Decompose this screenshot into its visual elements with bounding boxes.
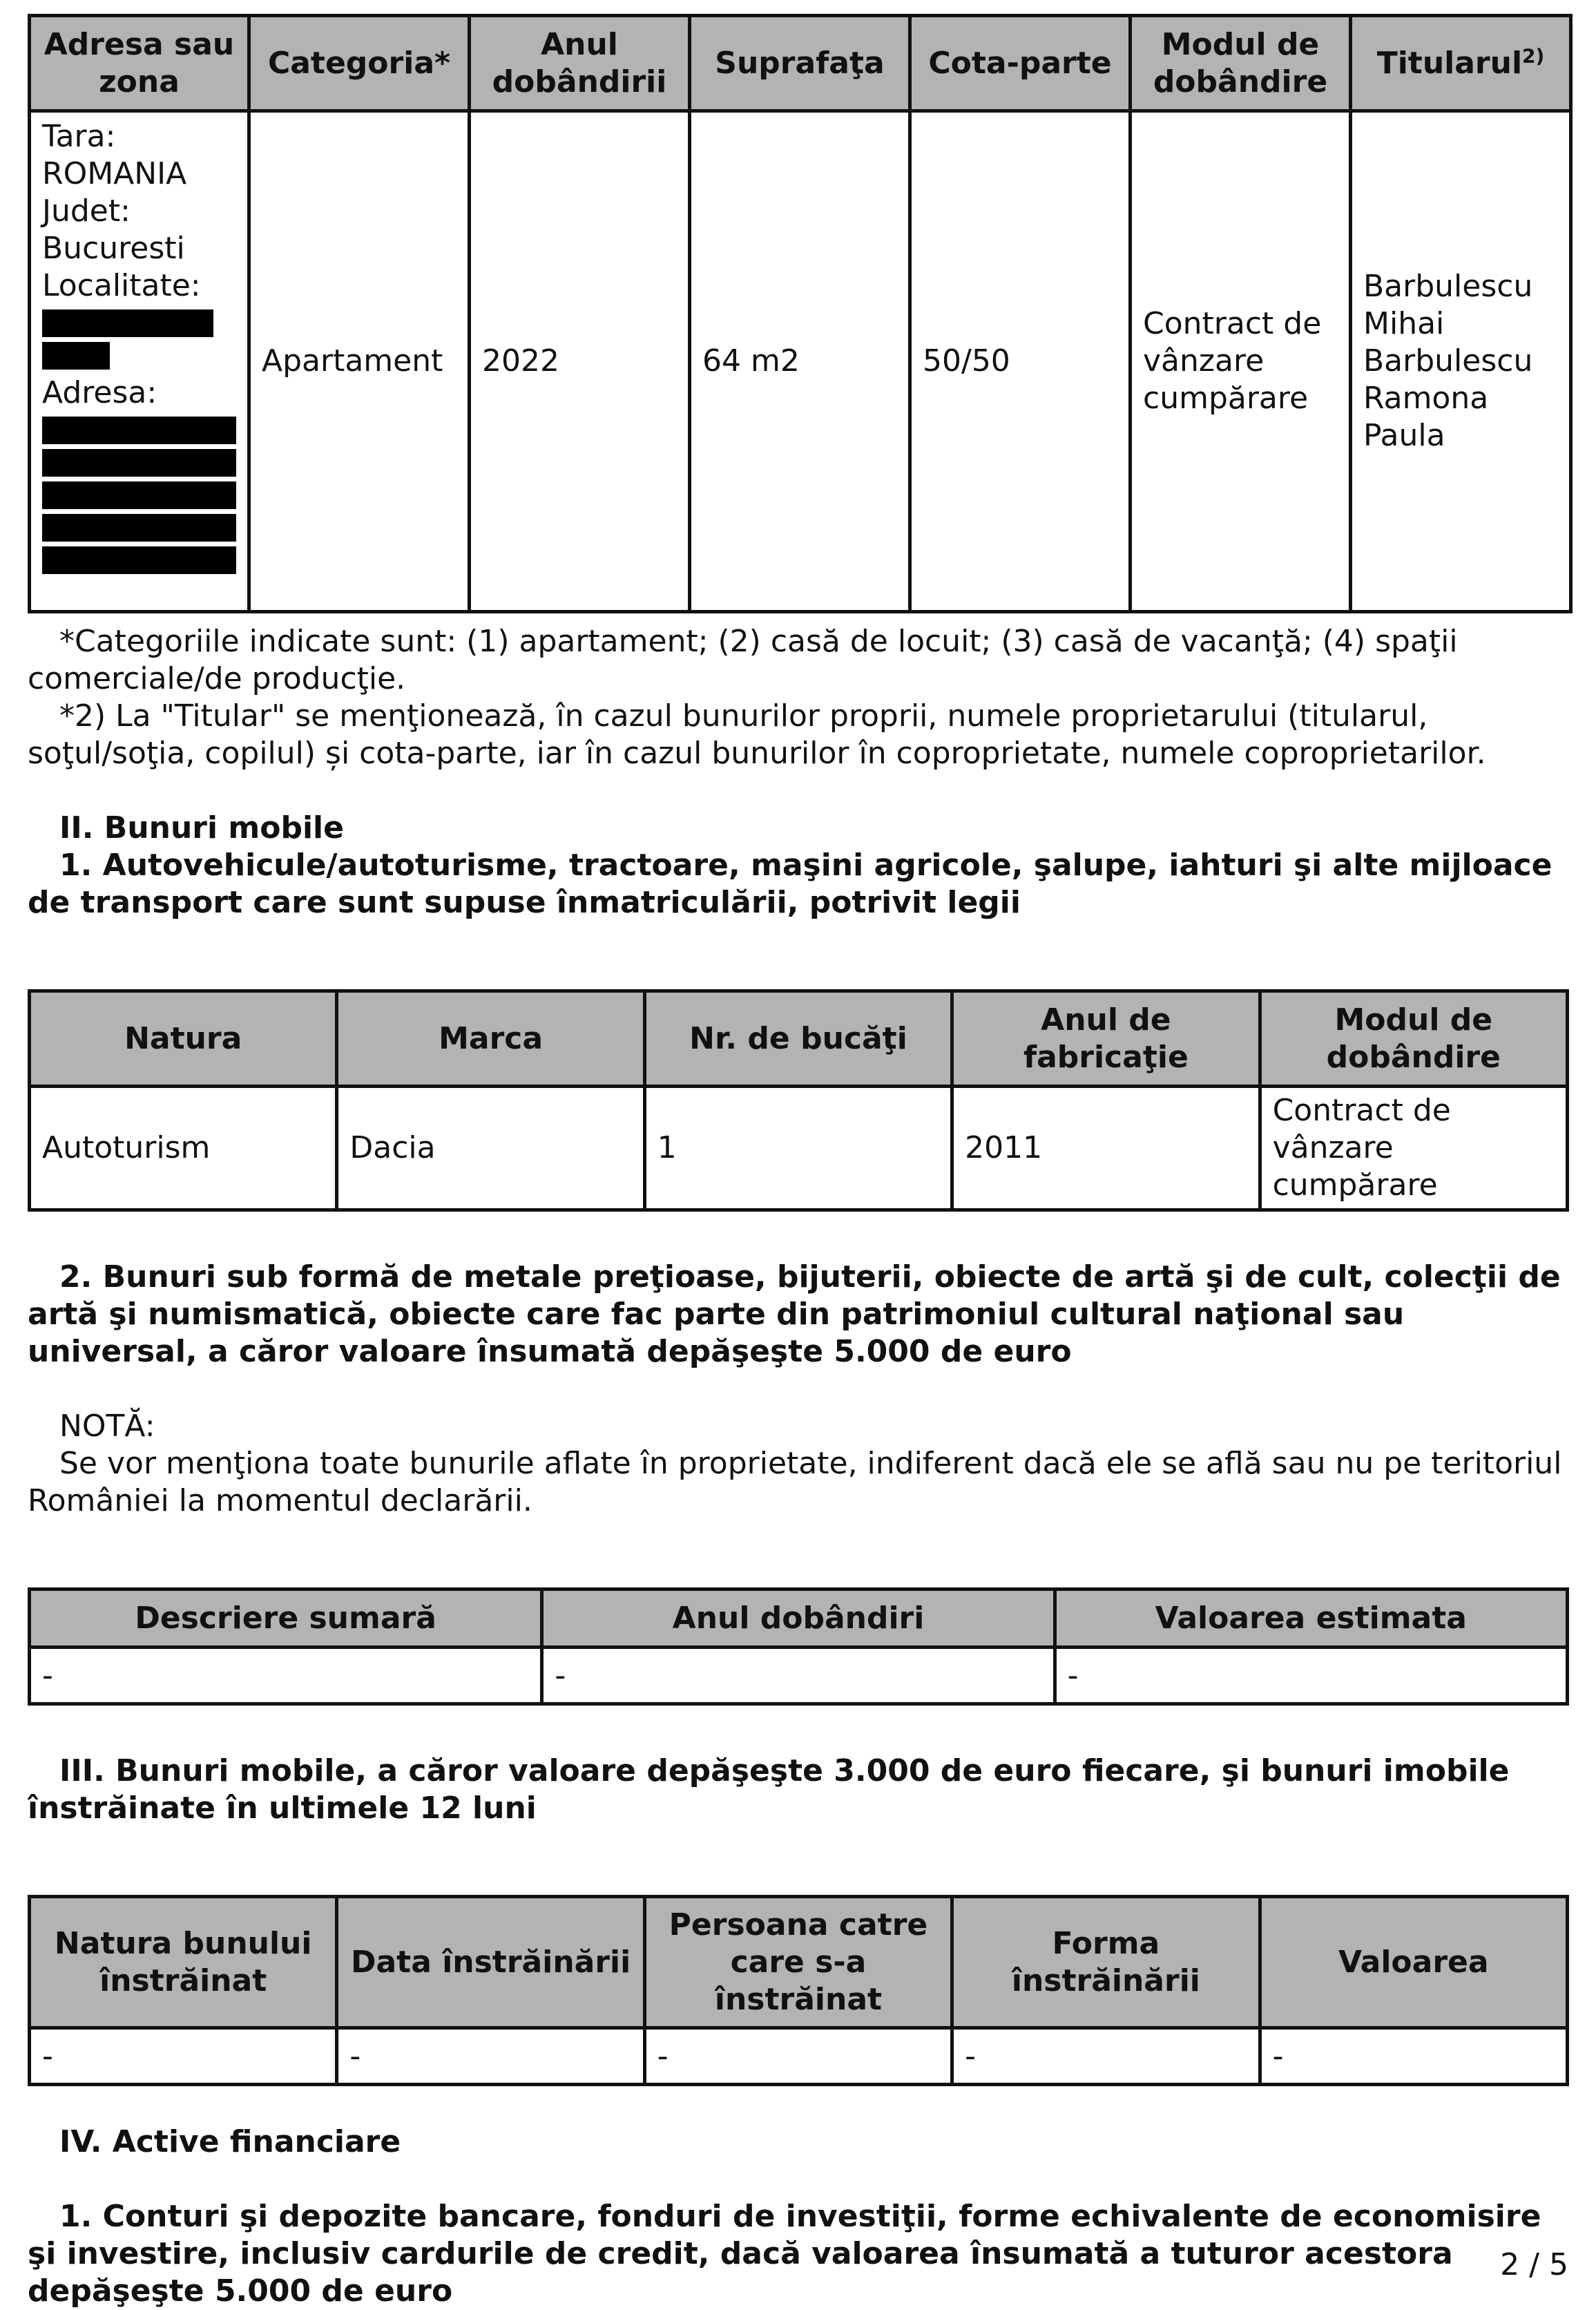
- modul-line: Contract de: [1143, 306, 1322, 341]
- modul-line: cumpărare: [1143, 381, 1309, 416]
- titular-line: Barbulescu: [1363, 269, 1533, 304]
- imobile-cell-cota: 50/50: [910, 111, 1131, 612]
- imobile-cell-suprafata: 64 m2: [690, 111, 910, 612]
- vehicule-header-marca: Marca: [337, 991, 644, 1087]
- footnote-categorii: *Categoriile indicate sunt: (1) apartament; (2) casă de locuit; (3) casă de vacanţă; (4) spaţii comerciale/de producţie.: [28, 624, 1458, 696]
- section-title-instrainate: III. Bunuri mobile, a căror valoare depăşeşte 3.000 de euro fiecare, şi bunuri imobile înstrăinate în ultimele 12 luni: [28, 1753, 1510, 1826]
- bunuri-header-anul: Anul dobândiri: [542, 1590, 1055, 1648]
- imobile-header-row: [30, 16, 1571, 111]
- section-title-bunuri-mobile: II. Bunuri mobile: [59, 810, 344, 846]
- imobile-header-titular: [1351, 16, 1571, 111]
- instrainate-header-forma: Forma înstrăinării: [952, 1897, 1260, 2028]
- instrainate-header-natura: Natura bunului înstrăinat: [30, 1897, 337, 2028]
- instrainate-row: [30, 2028, 1568, 2085]
- section-title-active-financiare: IV. Active financiare: [59, 2124, 401, 2159]
- imobile-header-adresa: Adresa sau zona: [30, 16, 249, 111]
- instrainate-cell-forma: -: [952, 2028, 1260, 2085]
- instrainate-table: [28, 1895, 1569, 2086]
- nota-text: Se vor menţiona toate bunurile aflate în proprietate, indiferent dacă ele se află sau nu pe teritoriul României la momentul declarării.: [28, 1446, 1562, 1518]
- titular-line: Paula: [1363, 418, 1445, 453]
- redaction-bar: [42, 546, 236, 574]
- redaction-bar: [42, 514, 236, 542]
- redaction-bar: [42, 449, 236, 477]
- address-line: Judet:: [42, 193, 131, 229]
- vehicule-cell-marca: Dacia: [337, 1087, 644, 1210]
- instrainate-cell-data: -: [337, 2028, 644, 2085]
- instrainate-cell-persoana: -: [644, 2028, 952, 2085]
- bunuri-cell-anul: -: [542, 1648, 1055, 1704]
- imobile-cell-modul: [1131, 111, 1351, 612]
- page-number: 2 / 5: [1500, 2247, 1568, 2282]
- document-page: [28, 14, 1569, 2310]
- redaction-bar: [42, 342, 110, 370]
- redaction-bar: [42, 417, 236, 444]
- address-line: Localitate:: [42, 268, 201, 303]
- vehicule-cell-modul: Contract de vânzare cumpărare: [1260, 1087, 1567, 1210]
- vehicule-header-row: [30, 991, 1568, 1087]
- adresa-label: Adresa:: [42, 375, 157, 410]
- instrainate-header-data: Data înstrăinării: [337, 1897, 644, 2028]
- bunuri-cell-valoarea: -: [1055, 1648, 1567, 1704]
- imobile-cell-titular: [1351, 111, 1571, 612]
- imobile-cell-adresa: [30, 111, 249, 612]
- imobile-row: [30, 111, 1571, 612]
- bunuri-header-row: [30, 1590, 1568, 1648]
- bunuri-header-descriere: Descriere sumară: [30, 1590, 542, 1648]
- vehicule-row: [30, 1087, 1568, 1210]
- imobile-header-anul: Anul dobândirii: [470, 16, 690, 111]
- titular-footnote-ref: 2): [1522, 44, 1545, 67]
- imobile-table: [28, 14, 1573, 613]
- imobile-header-suprafata: Suprafaţa: [690, 16, 910, 111]
- subsection-bunuri-pretioase: 2. Bunuri sub formă de metale preţioase, bijuterii, obiecte de artă şi de cult, colecţii de artă şi numismatică, obiecte care fac parte din patrimoniul cultural naţional sau universal, a căror valoare însumată depăşeşte 5.000 de euro: [28, 1259, 1561, 1369]
- titular-line: Mihai: [1363, 306, 1445, 341]
- bunuri-header-valoarea: Valoarea estimata: [1055, 1590, 1567, 1648]
- address-line: ROMANIA: [42, 156, 187, 191]
- vehicule-header-natura: Natura: [30, 991, 337, 1087]
- bunuri-pretioase-table: [28, 1587, 1569, 1706]
- bunuri-row: [30, 1648, 1568, 1704]
- vehicule-cell-nr: 1: [644, 1087, 952, 1210]
- subsection-autovehicule: 1. Autovehicule/autoturisme, tractoare, maşini agricole, şalupe, iahturi şi alte mijloace de transport care sunt supuse înmatriculării, potrivit legii: [28, 848, 1552, 920]
- address-line: Bucuresti: [42, 231, 185, 266]
- titular-label: Titularul: [1376, 45, 1523, 81]
- imobile-cell-anul: 2022: [470, 111, 690, 612]
- nota-label: NOTĂ:: [59, 1409, 155, 1444]
- address-line: Tara:: [42, 119, 116, 154]
- vehicule-header-anul: Anul de fabricaţie: [952, 991, 1260, 1087]
- imobile-cell-categoria: Apartament: [249, 111, 470, 612]
- instrainate-header-valoarea: Valoarea: [1260, 1897, 1567, 2028]
- instrainate-header-row: [30, 1897, 1568, 2028]
- vehicule-table: [28, 989, 1569, 1212]
- redaction-bar: [42, 481, 236, 509]
- vehicule-header-nr: Nr. de bucăţi: [644, 991, 952, 1087]
- instrainate-cell-natura: -: [30, 2028, 337, 2085]
- imobile-header-categoria: Categoria*: [249, 16, 470, 111]
- titular-line: Ramona: [1363, 381, 1489, 416]
- vehicule-header-modul: Modul de dobândire: [1260, 991, 1567, 1087]
- modul-line: vânzare: [1143, 343, 1265, 379]
- subsection-conturi: 1. Conturi şi depozite bancare, fonduri de investiţii, forme echivalente de economisire şi investire, inclusiv cardurile de credit, dacă valoarea însumată a tuturor acestora depăşeşte 5.000 de euro: [28, 2199, 1541, 2309]
- footnote-titular: *2) La "Titular" se menţionează, în cazul bunurilor proprii, numele proprietarului (titularul, soţul/soţia, copilul) și cota-parte, iar în cazul bunurilor în coproprietate, numele coproprietarilor.: [28, 698, 1486, 771]
- instrainate-cell-valoarea: -: [1260, 2028, 1567, 2085]
- vehicule-cell-natura: Autoturism: [30, 1087, 337, 1210]
- redaction-bar: [42, 309, 213, 337]
- instrainate-header-persoana: Persoana catre care s-a înstrăinat: [644, 1897, 952, 2028]
- vehicule-cell-anul: 2011: [952, 1087, 1260, 1210]
- bunuri-cell-descriere: -: [30, 1648, 542, 1704]
- imobile-header-modul: Modul de dobândire: [1131, 16, 1351, 111]
- titular-line: Barbulescu: [1363, 343, 1533, 379]
- imobile-header-cota: Cota-parte: [910, 16, 1131, 111]
